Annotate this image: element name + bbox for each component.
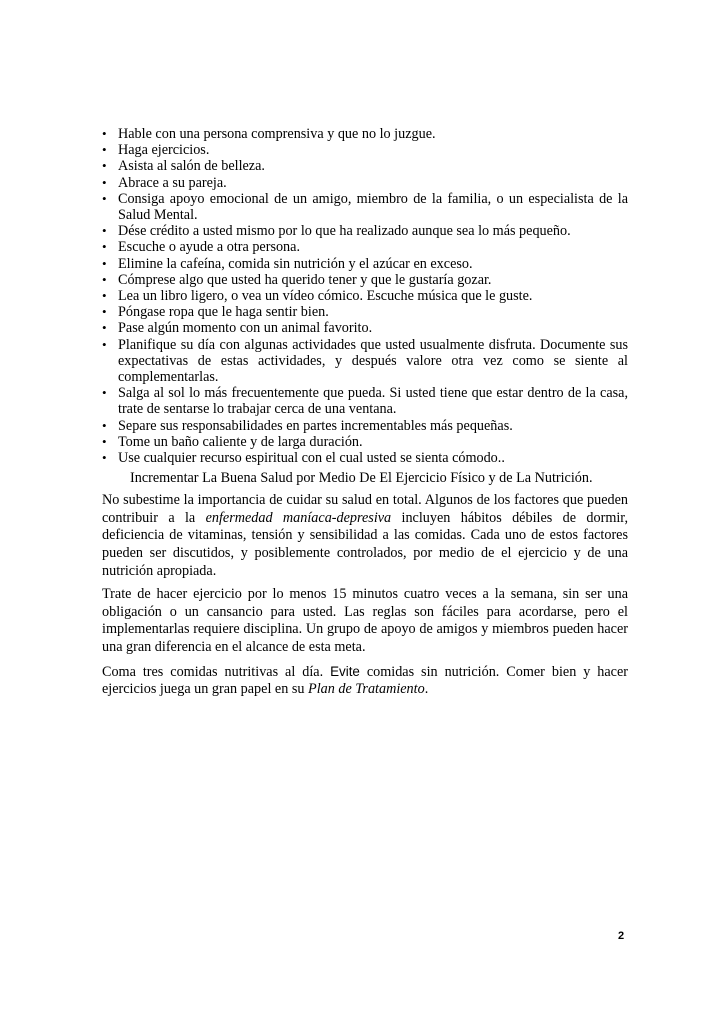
bullet-icon: • (102, 126, 107, 141)
list-item: • Salga al sol lo más frecuentemente que pueda. Si usted tiene que estar dentro de la casa, trate de sentarse lo trabajar cerca de una ventana. (102, 385, 628, 418)
bullet-icon: • (102, 223, 107, 239)
section-heading: Incrementar La Buena Salud por Medio De El Ejercicio Físico y de La Nutrición. (130, 470, 593, 487)
paragraph-health-factors: No subestime la importancia de cuidar su salud en total. Algunos de los factores que pueden contribuir a la enfermedad maníaca-depresiva incluyen hábitos débiles de dormir, deficiencia de vitaminas, tensión y sensibilidad a las comidas. Cada uno de estos factores pueden ser discutidos, y posiblemente controlados, por medio de el ejercicio y de una nutrición apropiada. (102, 492, 628, 579)
list-item: • Separe sus responsabilidades en partes incrementables más pequeñas. (102, 417, 513, 434)
bullet-icon: • (102, 336, 107, 352)
page-number: 2 (618, 930, 625, 942)
list-item: • Pase algún momento con un animal favorito. (102, 320, 373, 337)
bullet-icon: • (102, 288, 107, 304)
emphasis-plan: Plan de Tratamiento (308, 681, 425, 698)
list-item: • Tome un baño caliente y de larga duración. (102, 433, 363, 450)
list-item: • Dése crédito a usted mismo por lo que ha realizado aunque sea lo más pequeño. (102, 223, 571, 240)
bullet-icon: • (102, 158, 107, 174)
bullet-icon: • (102, 190, 107, 206)
bullet-icon: • (102, 304, 107, 320)
paragraph-nutrition: Coma tres comidas nutritivas al día. Evite comidas sin nutrición. Comer bien y hacer ejercicios juega un gran papel en su Plan de Tratamiento. (102, 663, 628, 698)
sans-word: Evite (330, 663, 360, 679)
list-item: • Abrace a su pareja. (102, 174, 227, 191)
bullet-icon: • (102, 142, 107, 158)
document-page (102, 126, 628, 699)
list-item: • Consiga apoyo emocional de un amigo, miembro de la familia, o un especialista de la Salud Mental. (102, 190, 628, 224)
list-item: • Use cualquier recurso espiritual con el cual usted se sienta cómodo.. (102, 450, 505, 467)
list-item: • Cómprese algo que usted ha querido tener y que le gustaría gozar. (102, 271, 492, 288)
list-item: • Haga ejercicios. (102, 142, 210, 159)
list-item: • Asista al salón de belleza. (102, 158, 265, 175)
list-item: • Escuche o ayude a otra persona. (102, 239, 300, 256)
paragraph-exercise: Trate de hacer ejercicio por lo menos 15 minutos cuatro veces a la semana, sin ser una obligación o un cansancio para usted. Las reglas son fáciles para acordarse, pero el implementarlas requiere disciplina. Un grupo de apoyo de amigos y miembros pueden hacer una gran diferencia en el alcance de esta meta. (102, 586, 628, 656)
bullet-list (102, 126, 628, 466)
list-item: • Hable con una persona comprensiva y que no lo juzgue. (102, 126, 436, 142)
bullet-icon: • (102, 174, 107, 190)
bullet-icon: • (102, 320, 107, 336)
list-item: • Planifique su día con algunas actividades que usted usualmente disfruta. Documente sus expectativas de estas actividades, y después valore otra vez como se siente al complementarlas. (102, 336, 628, 386)
list-item: • Póngase ropa que le haga sentir bien. (102, 304, 329, 321)
bullet-icon: • (102, 385, 107, 401)
bullet-icon: • (102, 417, 107, 433)
bullet-icon: • (102, 271, 107, 287)
bullet-icon: • (102, 239, 107, 255)
bullet-icon: • (102, 433, 107, 449)
list-item: • Lea un libro ligero, o vea un vídeo cómico. Escuche música que le guste. (102, 288, 533, 305)
list-item: • Elimine la cafeína, comida sin nutrición y el azúcar en exceso. (102, 255, 473, 272)
bullet-icon: • (102, 450, 107, 466)
bullet-icon: • (102, 255, 107, 271)
emphasis-condition: enfermedad maníaca-depresiva (205, 509, 392, 526)
